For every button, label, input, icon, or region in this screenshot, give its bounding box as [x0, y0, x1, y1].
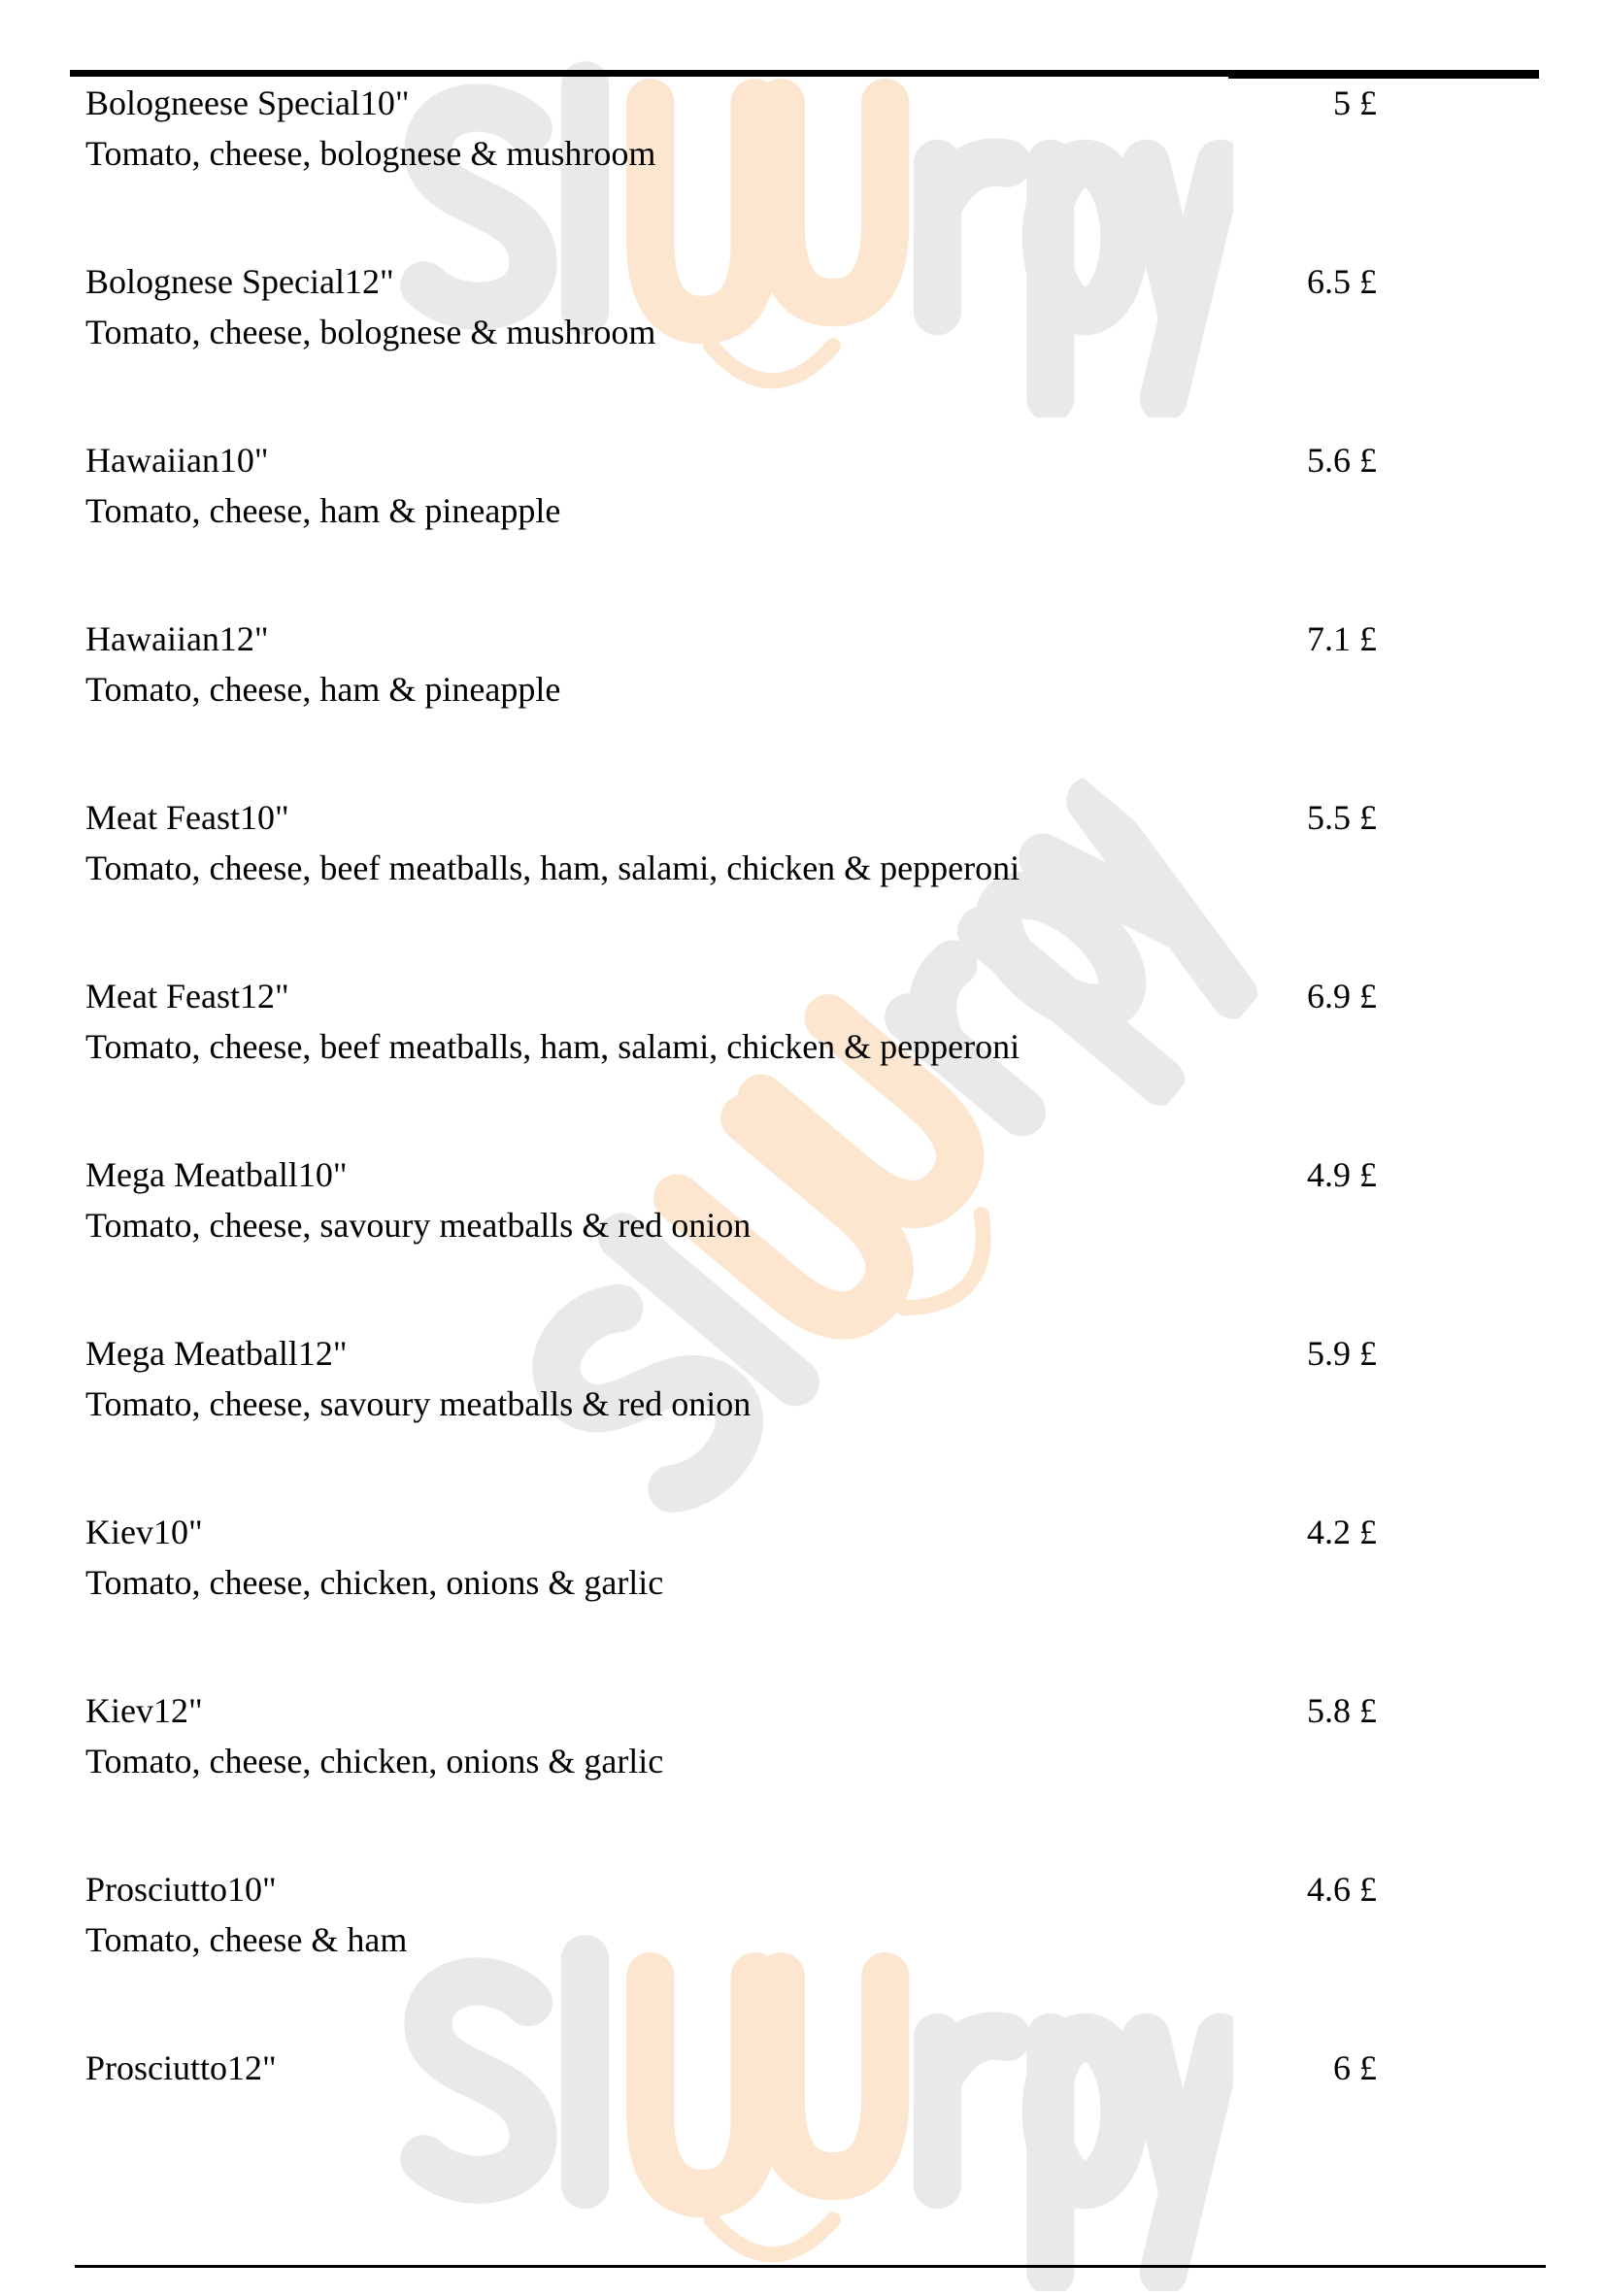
menu-item	[85, 1513, 1377, 1619]
menu-item	[85, 1334, 1377, 1441]
item-price: 4.6 £	[1307, 1870, 1377, 1909]
item-price: 5.9 £	[1307, 1334, 1377, 1373]
menu-item	[85, 1691, 1377, 1798]
item-name: Kiev10"	[85, 1513, 203, 1551]
menu-item	[85, 1155, 1377, 1262]
item-name: Hawaiian10"	[85, 441, 269, 480]
item-name: Bologneese Special10"	[85, 83, 410, 122]
item-description: Tomato, cheese, chicken, onions & garlic	[85, 1563, 664, 1602]
item-description: Tomato, cheese & ham	[85, 1920, 408, 1959]
item-description: Tomato, cheese, bolognese & mushroom	[85, 134, 656, 173]
item-name: Mega Meatball12"	[85, 1334, 348, 1373]
item-price: 5.6 £	[1307, 441, 1377, 480]
item-name: Kiev12"	[85, 1691, 203, 1730]
menu-item	[85, 2048, 1377, 2155]
item-price: 5 £	[1333, 83, 1377, 122]
menu-item	[85, 619, 1377, 726]
item-description: Tomato, cheese, ham & pineapple	[85, 670, 561, 709]
item-name: Prosciutto10"	[85, 1870, 277, 1909]
menu-item	[85, 1870, 1377, 1977]
item-description: Tomato, cheese, ham & pineapple	[85, 491, 561, 530]
item-name: Hawaiian12"	[85, 619, 269, 658]
item-name: Prosciutto12"	[85, 2048, 277, 2087]
item-price: 6 £	[1333, 2048, 1377, 2087]
item-description: Tomato, cheese, bolognese & mushroom	[85, 313, 656, 351]
item-description: Tomato, cheese, savoury meatballs & red onion	[85, 1384, 752, 1423]
item-name: Bolognese Special12"	[85, 262, 394, 301]
menu-item	[85, 977, 1377, 1083]
item-description: Tomato, cheese, beef meatballs, ham, salami, chicken & pepperoni	[85, 849, 1020, 887]
item-price: 4.9 £	[1307, 1155, 1377, 1194]
item-description: Tomato, cheese, savoury meatballs & red onion	[85, 1206, 752, 1245]
item-name: Mega Meatball10"	[85, 1155, 348, 1194]
item-price: 5.5 £	[1307, 798, 1377, 837]
menu-item	[85, 798, 1377, 905]
item-name: Meat Feast12"	[85, 977, 289, 1015]
menu-item	[85, 441, 1377, 548]
item-price: 4.2 £	[1307, 1513, 1377, 1551]
item-name: Meat Feast10"	[85, 798, 289, 837]
menu-item	[85, 262, 1377, 369]
item-price: 7.1 £	[1307, 619, 1377, 658]
item-description: Tomato, cheese, beef meatballs, ham, salami, chicken & pepperoni	[85, 1027, 1020, 1066]
item-price: 6.5 £	[1307, 262, 1377, 301]
item-price: 5.8 £	[1307, 1691, 1377, 1730]
item-price: 6.9 £	[1307, 977, 1377, 1015]
menu-item	[85, 83, 1377, 190]
item-description: Tomato, cheese, chicken, onions & garlic	[85, 1742, 664, 1780]
